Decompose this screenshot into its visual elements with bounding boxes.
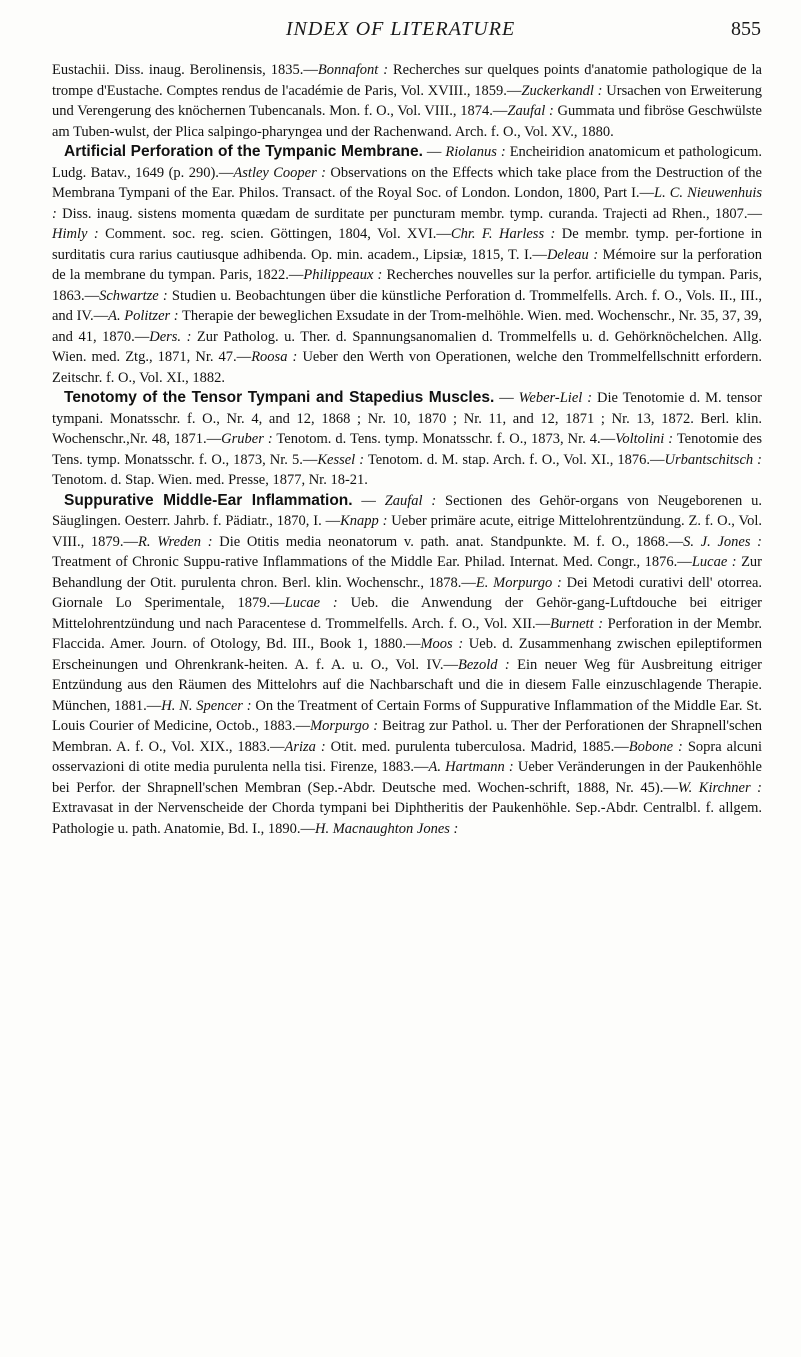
entry-author: H. N. Spencer :	[161, 697, 252, 714]
entry-text: Sopra alcuni osservazioni di otite media purulenta nella tisi. Firenze, 1883.—	[52, 738, 763, 775]
entry-author: Zaufal :	[384, 492, 437, 509]
section-paragraph	[52, 60, 762, 142]
entry-author: Himly :	[52, 226, 99, 242]
entry-author: Urbantschitsch :	[664, 451, 763, 468]
entry-text: Mémoire sur la perforation de la membrane du tympan. Paris, 1822.—	[52, 246, 762, 283]
entry-author: Bonnafont :	[317, 62, 389, 78]
entry-author: Deleau :	[546, 246, 599, 263]
entry-text: Tenotom. d. Stap. Wien. med. Presse, 1877, Nr. 18-21.	[52, 472, 368, 488]
section-paragraph: Suppurative Middle-Ear Inflammation. — Zaufal : Sectionen des Gehör-organs von Neugeborenen u. Säuglingen. Oesterr. Jahrb. f. Pädiatr., 1870, I. —Knapp : Ueber primäre acute, eitrige Mittelohrentzündung. Z. f. O., Vol. VIII., 1879.—R. Wreden : Die Otitis media neonatorum v. path. anat. Standpunkte. M. f. O., 1868.—S. J. Jones : Treatment of Chronic Suppu-rative Inflammations of the Middle Ear. Philad. Internat. Med. Congr., 1876.—Lucae : Zur Behandlung der Otit. purulenta chron. Berl. klin. Wochenschr., 1878.—E. Morpurgo : Dei Metodi curativi dell' otorrea. Giornale Lo Sperimentale, 1879.—Lucae : Ueb. die Anwendung der Gehör-gang-Luftdouche bei eitriger Mittelohrentzündung und nach Paracentese d. Trommelfells. Arch. f. O., Vol. XII.—Burnett : Perforation in der Membr. Flaccida. Amer. Journ. of Otology, Bd. III., Book 1, 1880.—Moos : Ueb. d. Zusammenhang zwischen epileptiformen Erscheinungen und Ohrenkrank-heiten. A. f. A. u. O., Vol. IV.—Bezold : Ein neuer Weg für Ausbreitung eitriger Entzündung aus den Räumen des Mittelohrs auf die Nachbarschaft und die in diesem Falle einzuschlagende Therapie. München, 1881.—H. N. Spencer : On the Treatment of Certain Forms of Suppurative Inflammation of the Middle Ear. St. Louis Courier of Medicine, Octob., 1883.—Morpurgo : Beitrag zur Pathol. u. Ther der Perforationen der Shrapnell'schen Membran. A. f. O., Vol. XIX., 1883.—Ariza : Otit. med. purulenta tuberculosa. Madrid, 1885.—Bobone : Sopra alcuni osservazioni di otite media purulenta nella tisi. Firenze, 1883.—A. Hartmann : Ueber Veränderungen in der Paukenhöhle bei Perfor. der Shrapnell'schen Membran (Sep.-Abdr. Deutsche med. Wochen-schrift, 1888, Nr. 45).—W. Kirchner : Extravasat in der Nervenscheide der Chorda tympani bei Diphtheritis der Paukenhöhle. Sep.-Abdr. Centralbl. f. allgem. Pathologie u. path. Anatomie, Bd. I., 1890.—H. Macnaughton Jones :	[52, 491, 763, 837]
entry-author: H. Macnaughton Jones :	[315, 820, 459, 837]
entry-author: Knapp :	[340, 513, 388, 529]
entry-text: Ein neuer Weg für Ausbreitung eitriger Entzündung aus den Räumen des Mittelohrs auf die Nachbarschaft und die in diesem Falle einzuschlagende Therapie. München, 1881.—	[52, 656, 762, 714]
entry-author: Moos :	[420, 636, 464, 652]
entry-text: Zur Patholog. u. Ther. d. Spannungsanomalien d. Trommelfells u. d. Gehörknöchelchen. Allg. Wien. med. Ztg., 1871, Nr. 47.—	[52, 328, 762, 365]
entry-text: Treatment of Chronic Suppu-rative Inflammations of the Middle Ear. Philad. Internat. Med. Congr., 1876.—	[52, 554, 692, 570]
entry-author: Roosa :	[251, 349, 298, 365]
entry-author: Gruber :	[221, 431, 273, 447]
entry-text: Eustachii. Diss. inaug. Berolinensis, 1835.—	[52, 62, 318, 78]
entry-author: Bobone :	[628, 738, 683, 755]
entry-text: Ueb. die Anwendung der Gehör-gang-Luftdouche bei eitriger Mittelohrentzündung und nach Paracentese d. Trommelfells. Arch. f. O., Vol. XII.—	[52, 595, 763, 632]
entry-author: Philippeaux :	[303, 267, 383, 283]
entry-text: Therapie der beweglichen Exsudate in der Trom-melhöhle. Wien. med. Wochenschr., Nr. 35, 37, 39, and 41, 1870.—	[52, 308, 762, 345]
entry-text: Studien u. Beobachtungen über die künstliche Perforation d. Trommelfells. Arch. f. O., Vols. II., III., and IV.—	[52, 287, 762, 324]
entry-author: Kessel :	[317, 451, 365, 468]
bibliography-body	[52, 60, 762, 839]
entry-text: Beitrag zur Pathol. u. Ther der Perforationen der Shrapnell'schen Membran. A. f. O., Vol. XIX., 1883.—	[52, 718, 763, 755]
entry-text: Ursachen von Erweiterung und Verengerung des knöchernen Tubencanals. Mon. f. O., Vol. VIII., 1874.—	[52, 82, 763, 119]
entry-author: Zaufal :	[507, 103, 554, 119]
entry-text: Zur Behandlung der Otit. purulenta chron. Berl. klin. Wochenschr., 1878.—	[52, 554, 763, 591]
entry-author: Lucae :	[691, 554, 737, 570]
entry-author: L. C. Nieuwenhuis :	[52, 185, 763, 222]
entry-text: On the Treatment of Certain Forms of Suppurative Inflammation of the Middle Ear. St. Louis Courier of Medicine, Octob., 1883.—	[52, 697, 763, 734]
page-number: 855	[731, 18, 761, 40]
entry-text: Extravasat in der Nervenscheide der Chorda tympani bei Diphtheritis der Paukenhöhle. Sep.-Abdr. Centralbl. f. allgem. Pathologie u. path. Anatomie, Bd. I., 1890.—	[52, 800, 762, 837]
entry-text: Observations on the Effects which take place from the Destruction of the Membrana Tympani of the Ear. Philos. Transact. of the Royal Soc. of London. London, 1800, Part I.—	[52, 164, 762, 201]
entry-text: Comment. soc. reg. scien. Göttingen, 1804, Vol. XVI.—	[98, 226, 451, 242]
entry-text: Tenotomie des Tens. tymp. Monatsschr. f. O., 1873, Nr. 5.—	[52, 431, 762, 468]
section-heading: Suppurative Middle-Ear Inflammation.	[64, 491, 353, 509]
entry-text: Diss. inaug. sistens momenta quædam de surditate per puncturam membr. tymp. curanda. Trajecti ad Rhen., 1807.—	[56, 205, 762, 222]
entry-author: Burnett :	[550, 615, 604, 632]
entry-author: Astley Cooper :	[233, 164, 327, 181]
section-paragraph: Artificial Perforation of the Tympanic Membrane. — Riolanus : Encheiridion anatomicum et pathologicum. Ludg. Batav., 1649 (p. 290).—Astley Cooper : Observations on the Effects which take place from the Destruction of the Membrana Tympani of the Ear. Philos. Transact. of the Royal Soc. of London. London, 1800, Part I.—L. C. Nieuwenhuis : Diss. inaug. sistens momenta quædam de surditate per puncturam membr. tymp. curanda. Trajecti ad Rhen., 1807.—Himly : Comment. soc. reg. scien. Göttingen, 1804, Vol. XVI.—Chr. F. Harless : De membr. tymp. per-fortione in surditatis cura rarius cautiusque adhibenda. Op. min. academ., Lipsiæ, 1815, T. I.—Deleau : Mémoire sur la perforation de la membrane du tympan. Paris, 1822.—Philippeaux : Recherches nouvelles sur la perfor. artificielle du tympan. Paris, 1863.—Schwartze : Studien u. Beobachtungen über die künstliche Perforation d. Trommelfells. Arch. f. O., Vols. II., III., and IV.—A. Politzer : Therapie der beweglichen Exsudate in der Trom-melhöhle. Wien. med. Wochenschr., Nr. 35, 37, 39, and 41, 1870.—Ders. : Zur Patholog. u. Ther. d. Spannungsanomalien d. Trommelfells u. d. Gehörknöchelchen. Allg. Wien. med. Ztg., 1871, Nr. 47.—Roosa : Ueber den Werth von Operationen, welche den Trommelfellschnitt erfordern. Zeitschr. f. O., Vol. XI., 1882.	[52, 143, 763, 386]
entry-text: Dei Metodi curativi dell' otorrea. Giornale Lo Sperimentale, 1879.—	[52, 574, 762, 611]
entry-author: Voltolini :	[615, 431, 674, 447]
page-header	[40, 18, 761, 48]
entry-text: Die Tenotomie d. M. tensor tympani. Monatsschr. f. O., Nr. 4, and 12, 1868 ; Nr. 10, 1870 ; Nr. 11, and 12, 1871 ; Nr. 13, 1872. Berl. klin. Wochenschr.,Nr. 48, 1871.—	[52, 390, 763, 447]
entry-author: Bezold :	[458, 656, 510, 673]
entry-author: Lucae :	[284, 595, 338, 611]
entry-author: Riolanus :	[445, 144, 506, 160]
entry-text: Ueb. d. Zusammenhang zwischen epileptiformen Erscheinungen und Ohrenkrank-heiten. A. f. A. u. O., Vol. IV.—	[52, 636, 762, 673]
entry-author: W. Kirchner :	[677, 779, 762, 796]
entry-author: A. Hartmann :	[428, 759, 514, 775]
entry-author: E. Morpurgo :	[475, 574, 562, 591]
entry-author: R. Wreden :	[138, 533, 213, 550]
entry-author: Zuckerkandl :	[521, 82, 603, 99]
section-heading: Artificial Perforation of the Tympanic Membrane.	[64, 143, 423, 160]
section-paragraph: Tenotomy of the Tensor Tympani and Stapedius Muscles. — Weber-Liel : Die Tenotomie d. M. tensor tympani. Monatsschr. f. O., Nr. 4, and 12, 1868 ; Nr. 10, 1870 ; Nr. 11, and 12, 1871 ; Nr. 13, 1872. Berl. klin. Wochenschr.,Nr. 48, 1871.—Gruber : Tenotom. d. Tens. tymp. Monatsschr. f. O., 1873, Nr. 4.—Voltolini : Tenotomie des Tens. tymp. Monatsschr. f. O., 1873, Nr. 5.—Kessel : Tenotom. d. M. stap. Arch. f. O., Vol. XI., 1876.—Urbantschitsch : Tenotom. d. Stap. Wien. med. Presse, 1877, Nr. 18-21.	[52, 389, 763, 488]
entry-text: Tenotom. d. M. stap. Arch. f. O., Vol. XI., 1876.—	[364, 451, 665, 468]
entry-author: Chr. F. Harless :	[450, 226, 556, 242]
entry-text: Encheiridion anatomicum et pathologicum. Ludg. Batav., 1649 (p. 290).—	[52, 144, 763, 181]
entry-text: Recherches nouvelles sur la perfor. artificielle du tympan. Paris, 1863.—	[52, 267, 763, 304]
entry-author: Weber-Liel :	[518, 390, 593, 406]
entry-text: Gummata und fibröse Geschwülste am Tuben-wulst, der Plica salpingo-pharyngea und der Rachenwand. Arch. f. O., Vol. XV., 1880.	[52, 103, 762, 140]
running-title: INDEX OF LITERATURE	[285, 18, 516, 40]
entry-text: Ueber Veränderungen in der Paukenhöhle bei Perfor. der Shrapnell'schen Membran (Sep.-Abdr. Deutsche med. Wochen-schrift, 1888, Nr. 45).—	[52, 759, 762, 796]
entry-text: Recherches sur quelques points d'anatomie pathologique de la trompe d'Eustache. Comptes rendus de l'académie de Paris, Vol. XVIII., 1859.—	[52, 62, 762, 99]
entry-text: Tenotom. d. Tens. tymp. Monatsschr. f. O., 1873, Nr. 4.—	[272, 431, 616, 447]
entry-author: Ders. :	[149, 328, 192, 345]
entry-author: A. Politzer :	[108, 308, 179, 324]
entry-text: Sectionen des Gehör-organs von Neugeborenen u. Säuglingen. Oesterr. Jahrb. f. Pädiatr., 1870, I. —	[52, 492, 762, 529]
entry-text: Die Otitis media neonatorum v. path. anat. Standpunkte. M. f. O., 1868.—	[212, 533, 684, 550]
entry-text: Perforation in der Membr. Flaccida. Amer. Journ. of Otology, Bd. III., Book 1, 1880.—	[52, 615, 762, 652]
entry-text: Otit. med. purulenta tuberculosa. Madrid, 1885.—	[325, 738, 629, 755]
section-heading: Tenotomy of the Tensor Tympani and Stapedius Muscles.	[64, 389, 495, 406]
entry-author: Morpurgo :	[310, 718, 379, 734]
entry-author: Schwartze :	[99, 287, 168, 304]
entry-author: Ariza :	[284, 738, 326, 755]
entry-text: De membr. tymp. per-fortione in surditatis cura rarius cautiusque adhibenda. Op. min. academ., Lipsiæ, 1815, T. I.—	[52, 226, 763, 263]
entry-author: S. J. Jones :	[683, 533, 762, 550]
entry-text: Ueber primäre acute, eitrige Mittelohrentzündung. Z. f. O., Vol. VIII., 1879.—	[52, 513, 762, 550]
entry-text: Ueber den Werth von Operationen, welche den Trommelfellschnitt erfordern. Zeitschr. f. O., Vol. XI., 1882.	[52, 349, 762, 386]
